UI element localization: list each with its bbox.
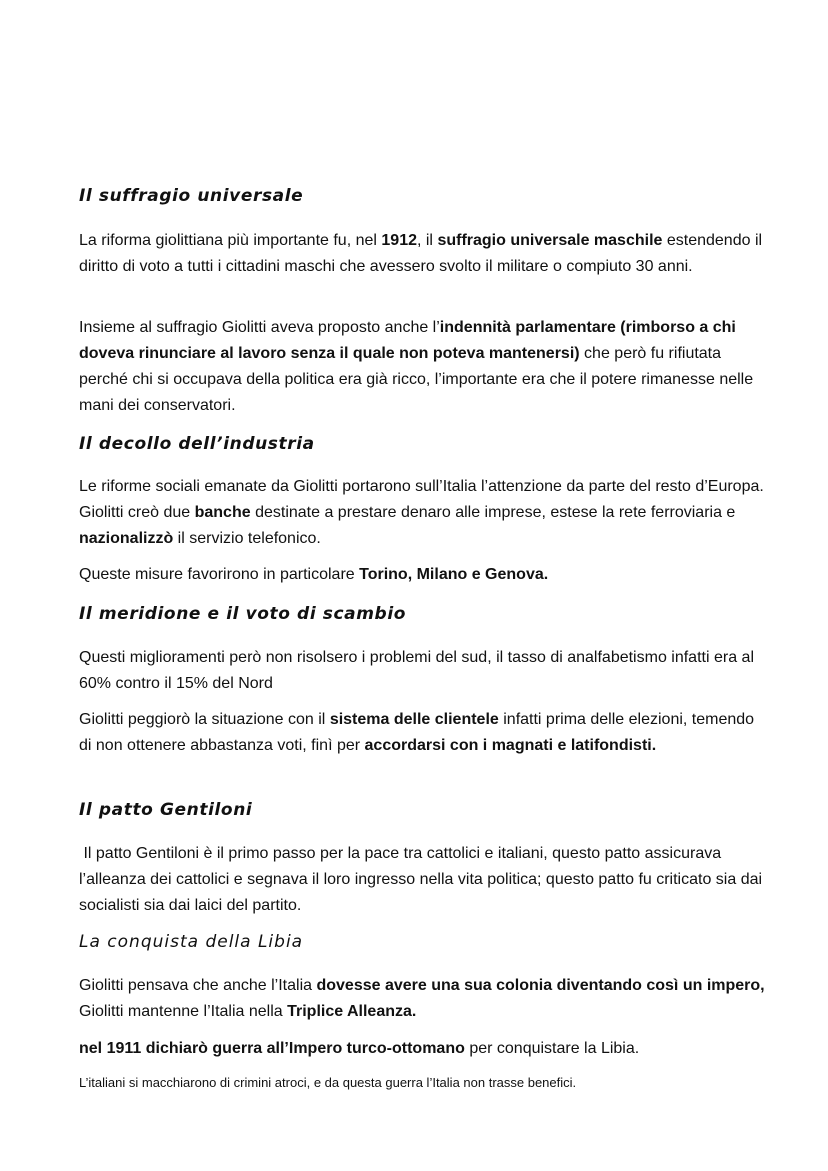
text-run: che però fu rifiutata perché chi si occupava della politica era già ricco, l’importante era che il potere rimanesse nelle mani dei conservatori.	[79, 345, 754, 414]
text-run: L’italiani si macchiarono di crimini atroci, e da questa guerra l’Italia non trasse benefici.	[79, 1075, 577, 1090]
section-heading-suffragio: Il suffragio universale	[79, 186, 304, 206]
text-run: il servizio telefonico.	[173, 530, 321, 547]
text-run: Giolitti mantenne l’Italia nella	[79, 1003, 288, 1020]
section-heading-libia: La conquista della Libia	[79, 932, 304, 952]
text-run: Giolitti peggiorò la situazione con il	[79, 711, 330, 728]
bold-run: dovesse avere una sua colonia diventando così un impero,	[316, 977, 765, 994]
text-run: destinate a prestare denaro alle imprese, estese la rete ferroviaria e	[250, 504, 736, 521]
bold-run: sistema delle clientele	[329, 711, 499, 728]
paragraph-meridione-2	[79, 707, 769, 759]
paragraph-libia-1	[79, 973, 769, 1025]
bold-run: accordarsi con i magnati e latifondisti.	[364, 737, 657, 754]
text-run: Insieme al suffragio Giolitti aveva proposto anche l’	[79, 319, 440, 336]
text-run: per conquistare la Libia.	[464, 1040, 640, 1057]
text-run: estendendo il diritto di voto a tutti i cittadini maschi che avessero svolto il militare o compiuto 30 anni.	[79, 232, 763, 275]
bold-run: Triplice Alleanza.	[287, 1003, 417, 1020]
paragraph-suffragio-2	[79, 315, 769, 419]
text-run: La riforma giolittiana più importante fu, nel	[79, 232, 382, 249]
bold-run: indennità parlamentare (rimborso a chi doveva rinunciare al lavoro senza il quale non poteva mantenersi)	[79, 319, 736, 362]
section-heading-meridione: Il meridione e il voto di scambio	[79, 604, 407, 624]
text-run: Queste misure favorirono in particolare	[79, 566, 360, 583]
text-run: Giolitti pensava che anche l’Italia	[79, 977, 317, 994]
text-run: infatti prima delle elezioni, temendo di non ottenere abbastanza voti, finì per	[79, 711, 755, 754]
paragraph-industria-1	[79, 474, 769, 552]
text-run: , il	[416, 232, 438, 249]
paragraph-gentiloni-1	[79, 841, 769, 919]
text-run: Il patto Gentiloni è il primo passo per la pace tra cattolici e italiani, questo patto assicurava l’alleanza dei cattolici e segnava il loro ingresso nella vita politica; questo patto fu criticato sia dai socialisti sia dai laici del partito.	[79, 845, 767, 914]
section-heading-gentiloni: Il patto Gentiloni	[79, 800, 253, 820]
bold-run: nazionalizzò	[79, 530, 174, 547]
paragraph-meridione-1	[79, 645, 769, 697]
paragraph-libia-3	[79, 1073, 769, 1093]
bold-run: nel 1911 dichiarò guerra all’Impero turco-ottomano	[79, 1040, 465, 1057]
bold-run: 1912	[381, 232, 417, 249]
paragraph-libia-2	[79, 1036, 769, 1062]
text-run: Questi miglioramenti però non risolsero i problemi del sud, il tasso di analfabetismo infatti era al 60% contro il 15% del Nord	[79, 649, 754, 692]
bold-run: banche	[194, 504, 251, 521]
paragraph-suffragio-1	[79, 228, 769, 280]
text-run: Le riforme sociali emanate da Giolitti portarono sull’Italia l’attenzione da parte del resto d’Europa. Giolitti creò due	[79, 478, 764, 521]
section-heading-industria: Il decollo dell’industria	[79, 434, 315, 454]
bold-run: Torino, Milano e Genova.	[359, 566, 549, 583]
bold-run: suffragio universale maschile	[437, 232, 663, 249]
paragraph-industria-2	[79, 562, 769, 588]
